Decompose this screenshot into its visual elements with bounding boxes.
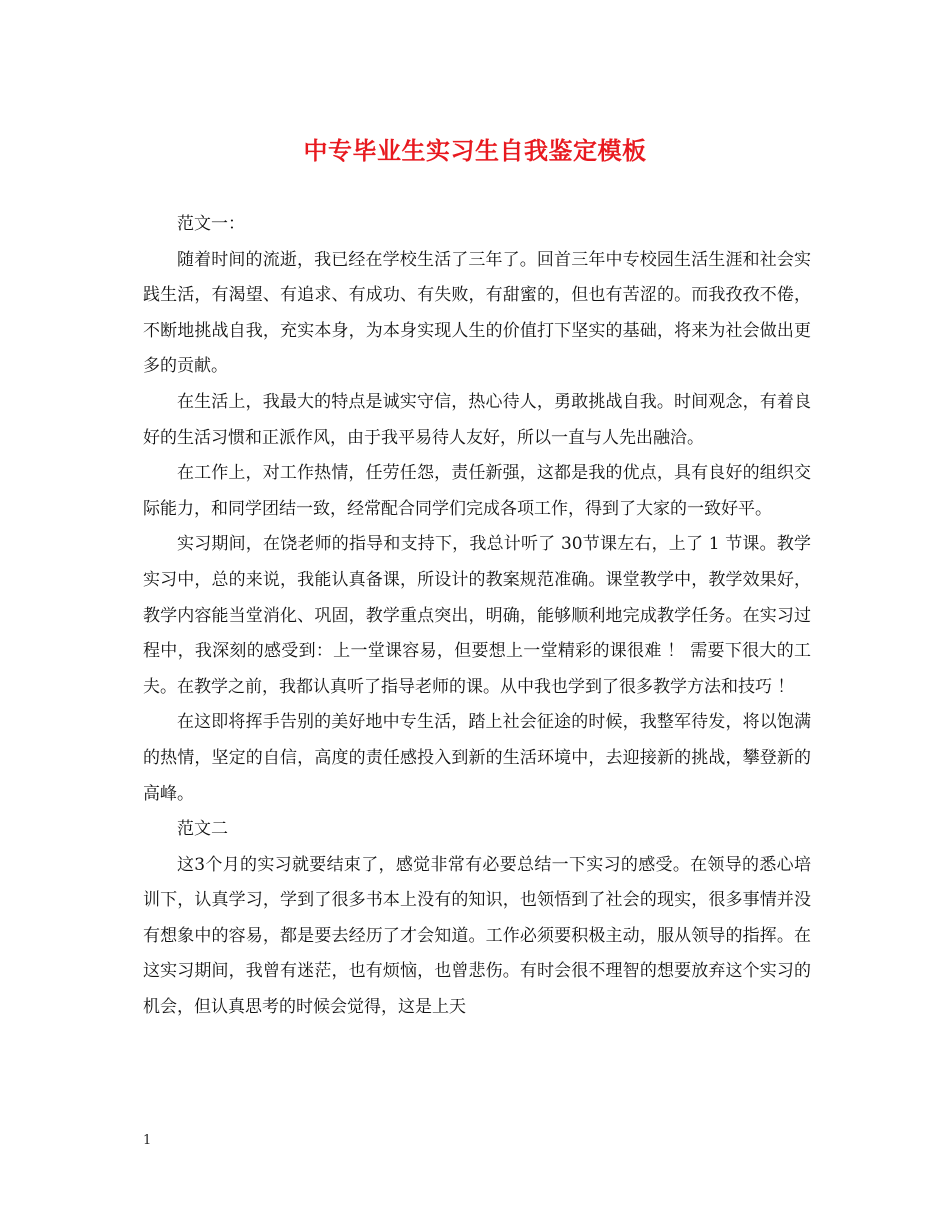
body-paragraph: 在工作上，对工作热情，任劳任怨，责任新强，这都是我的优点，具有良好的组织交际能力，和同学团结一致，经常配合同学们完成各项工作，得到了大家的一致好平。 bbox=[143, 463, 811, 519]
section-heading: 范文一： bbox=[177, 214, 245, 234]
body-paragraph: 在生活上，我最大的特点是诚实守信，热心待人，勇敢挑战自我。时间观念，有着良好的生活习惯和正派作风，由于我平易待人友好，所以一直与人先出融洽。 bbox=[143, 391, 811, 448]
document-title: 中专毕业生实习生自我鉴定模板 bbox=[303, 136, 647, 165]
body-paragraph: 这3个月的实习就要结束了，感觉非常有必要总结一下实习的感受。在领导的悉心培训下，认真学习，学到了很多书本上没有的知识，也领悟到了社会的现实，很多事情并没有想象中的容易，都是要去经历了才会知道。工作必须要积极主动，服从领导的指挥。在这实习期间，我曾有迷茫，也有烦恼，也曾悲伤。有时会很不理智的想要放弃这个实习的机会，但认真思考的时候会觉得，这是上天 bbox=[143, 854, 811, 1018]
body-paragraph: 实习期间，在饶老师的指导和支持下，我总计听了 30节课左右，上了 1 节课。教学实习中，总的来说，我能认真备课，所设计的教案规范准确。课堂教学中，教学效果好，教学内容能当堂消化、巩固，教学重点突出，明确，能够顺利地完成教学任务。在实习过程中，我深刻的感受到：上一堂课容易，但要想上一堂精彩的课很难 ！ 需要下很大的工夫。在教学之前，我都认真听了指导老师的课。从中我也学到了很多教学方法和技巧 ！ bbox=[143, 534, 811, 697]
body-paragraph: 在这即将挥手告别的美好地中专生活，踏上社会征途的时候，我整军待发，将以饱满的热情，坚定的自信，高度的责任感投入到新的生活环境中，去迎接新的挑战，攀登新的高峰。 bbox=[143, 712, 811, 804]
page-number: 1 bbox=[143, 1133, 152, 1148]
section-heading: 范文二 bbox=[177, 819, 228, 840]
body-paragraph: 随着时间的流逝，我已经在学校生活了三年了。回首三年中专校园生活生涯和社会实践生活，有渴望、有追求、有成功、有失败，有甜蜜的，但也有苦涩的。而我孜孜不倦，不断地挑战自我，充实本身，为本身实现人生的价值打下坚实的基础，将来为社会做出更多的贡献。 bbox=[143, 249, 811, 377]
document-body bbox=[143, 207, 811, 1026]
